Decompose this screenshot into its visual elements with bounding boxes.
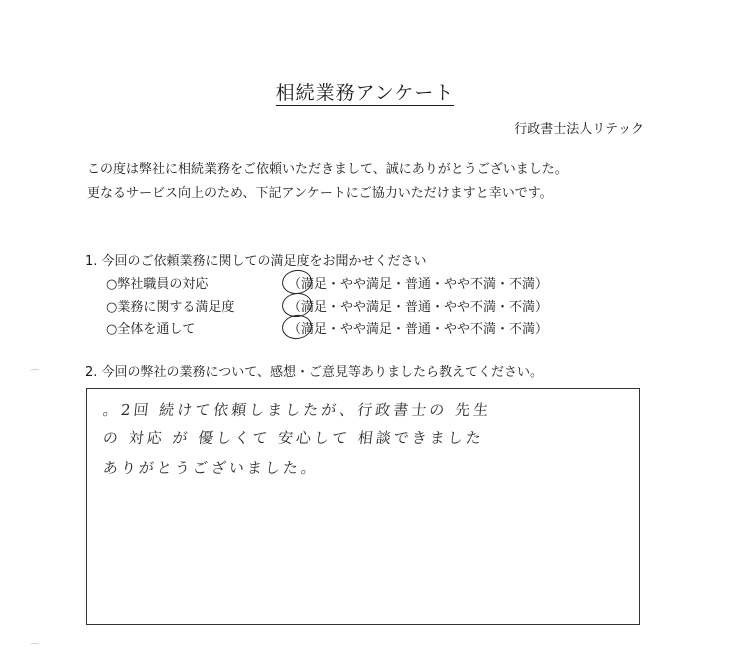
scan-mark: ⌒ [30, 370, 40, 381]
intro-line-2: 更なるサービス向上のため、下記アンケートにご協力いただけますと幸いです。 [87, 186, 553, 201]
rating-scale[interactable]: （満足・やや満足・普通・やや不満・不満） [288, 273, 548, 292]
survey-title [0, 78, 730, 105]
survey-title-text: 相続業務アンケート [275, 82, 455, 104]
handwritten-line-3: ありがとうございました。 [102, 459, 320, 477]
rating-scale[interactable]: （満足・やや満足・普通・やや不満・不満） [288, 318, 548, 337]
company-name: 行政書士法人リテック [514, 122, 644, 137]
rating-row-label: ○弊社職員の対応 [106, 277, 209, 292]
rating-scale[interactable]: （満足・やや満足・普通・やや不満・不満） [288, 296, 548, 315]
rating-row-service [106, 296, 549, 315]
intro-line-1: この度は弊社に相続業務をご依頼いただきまして、誠にありがとうございました。 [87, 162, 568, 177]
question-2-label: 2. 今回の弊社の業務について、感想・ご意見等ありましたら教えてください。 [85, 365, 544, 380]
answer-textbox[interactable] [86, 388, 640, 625]
rating-row-overall [106, 318, 549, 337]
rating-row-staff [106, 273, 549, 292]
handwritten-line-1: 。2回 続けて依頼しましたが、行政書士の 先生 [102, 401, 492, 419]
scan-mark: ⌒ [30, 644, 40, 655]
question-1-label: 1. 今回のご依頼業務に関しての満足度をお聞かせください [85, 254, 427, 269]
handwritten-line-2: の 対応 が 優しくて 安心して 相談できました [102, 429, 485, 447]
rating-row-label: ○全体を通して [106, 322, 196, 337]
rating-row-label: ○業務に関する満足度 [106, 300, 235, 315]
intro-text [87, 158, 568, 206]
